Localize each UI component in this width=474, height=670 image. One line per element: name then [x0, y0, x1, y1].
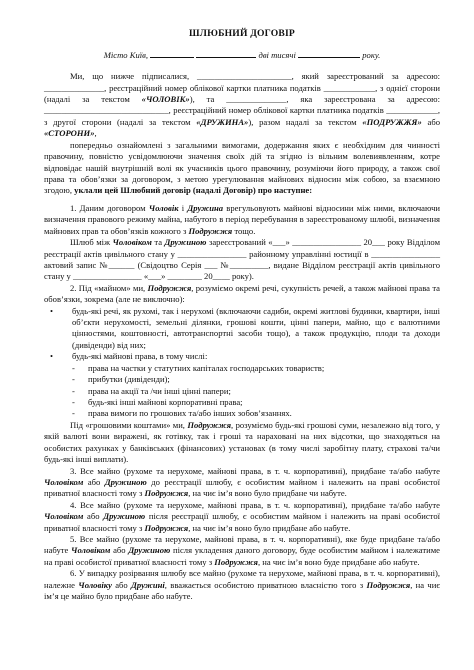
list-item: - будь-які інші майнові корпоративні права; — [72, 396, 243, 407]
wife-term: «ДРУЖИНА» — [196, 116, 249, 127]
marriage-registration: Шлюб між Чоловіком та Дружиною зареєстрований «___» ________________ 20___ року Відділом реєстрації актів цивільного стану у ________________ районному управлінні юстиції в ________________ актовий запис №______ (Свідоцтво Серія ___ №_________, видане Відділом реєстрації актів цивільного стану у ________________ «___» ________ 20____ року). — [44, 237, 441, 282]
bullet-icon: • — [50, 351, 54, 362]
dash-icon: - — [72, 408, 75, 419]
clause-3: 3. Все майно (рухоме та нерухоме, майнові права, в т. ч. корпоративні), придбане та/або набуте Чоловіком або Дружиною до реєстрації шлюбу, є особистим майном і належить на праві особистої приватної власності тому з Подружжя, на чиє ім’я воно було придбане чи набуте. — [44, 465, 440, 499]
place-year-suffix: року. — [362, 49, 381, 60]
place-and-date-line — [44, 49, 440, 61]
spouses-term: «ПОДРУЖЖЯ» — [362, 116, 422, 127]
place-city: Місто Київ, — [103, 49, 149, 60]
preamble-paragraph: попередньо ознайомлені з загальними вимогами, додержання яких є необхідним для чинності правочину, повністю усвідомлюючи значення своїх дій та згідно із вільним волевиявленням, котре відповідає нашій внутрішній волі як учасників цього правочину, розуміючи його природу, а також свої права та обов’язки за договором, з метою урегулювання майнових відносин між собою, за взаємною згодою, уклали цей Шлюбний договір (надалі Договір) про наступне: — [44, 139, 440, 196]
dash-icon: - — [72, 385, 75, 396]
clause-1: 1. Даним договором Чоловік і Дружина врегульовують майнові відносини між ними, включаючи визначення правового режиму майна, набутого в період перебування в зареєстрованому шлюбі, визначення майнових прав та обов’язків кожного з Подружжя тощо. — [44, 202, 440, 236]
property-list — [44, 306, 440, 363]
clause-4: 4. Все майно (рухоме та нерухоме, майнові права, в т. ч. корпоративні), придбане та/або набуте Чоловіком або Дружиною після реєстрації шлюбу, є особистим майном і належить на праві особистої приватної власності тому з Подружжя, на чиє ім’я воно було придбане або набуте. — [44, 499, 441, 533]
dash-icon: - — [72, 362, 75, 373]
month-blank — [196, 49, 256, 58]
list-item: • будь-які речі, як рухомі, так і нерухомі (включаючи садиби, окремі житлові будинки, квартири, інші об’єкти нерухомості, земельні ділянки, грошові кошти, цінні папери, майно, що є валютними цінностями, коштовності, автотранспортні засоби тощо), а також продукцію, плоди та доходи (дивіденди) від них; — [50, 305, 440, 350]
list-item: • будь-які майнові права, в тому числі: — [50, 351, 208, 362]
list-item: - права на акції та /чи інші цінні папери; — [72, 385, 231, 396]
document-title: ШЛЮБНИЙ ДОГОВІР — [189, 28, 295, 39]
parties-term: «СТОРОНИ» — [44, 128, 95, 139]
clause-2: 2. Під «майном» ми, Подружжя, розуміємо окремі речі, сукупність речей, а також майнові права та обов’язки, зокрема (але не виключно): — [44, 282, 440, 305]
husband-term: «ЧОЛОВІК» — [141, 94, 190, 105]
intro-paragraph: Ми, що нижче підписалися, ______________________, який зареєстрований за адресою: ______________, реєстраційний номер облікової картки платника податків ____________, з однієї сторони (надалі за текстом «ЧОЛОВІК»), та ______________, яка зареєстрована за адресою: _____________________________, реєстраційний номер облікової картки платника податків ____________, з другої сторони (надалі за текстом «ДРУЖИНА»), разом надалі за текстом «ПОДРУЖЖЯ» або «СТОРОНИ», — [44, 71, 441, 139]
year-blank — [298, 49, 360, 58]
bullet-icon: • — [50, 305, 54, 316]
list-item: - прибутки (дивіденди); — [72, 374, 170, 385]
list-item: - права вимоги по грошових та/або інших зобов’язаннях. — [72, 408, 292, 419]
husband-name-blank: ______________________ — [197, 71, 292, 82]
property-rights-list — [44, 363, 440, 420]
list-item: - права на частки у статутних капіталах господарських товариств; — [72, 362, 325, 373]
dash-icon: - — [72, 396, 75, 407]
clause-5: 5. Все майно (рухоме та нерухоме, майнові права, в т. ч. корпоративні), яке буде придбане та/або набуте Чоловіком або Дружиною після укладення даного договору, буде особистим майном і належатиме на праві особистої приватної власності тому з Подружжя, на чиє ім’я воно буде придбане або набуте. — [44, 534, 440, 567]
day-blank — [150, 49, 194, 58]
place-year: дві тисячі — [258, 49, 296, 60]
wife-name-blank: ______________ — [226, 94, 287, 105]
dash-icon: - — [72, 374, 75, 385]
money-definition: Під «грошовими коштами» ми, Подружжя, розуміємо будь-які грошові суми, незалежно від того, у якій валюті вони виражені, як готівку, так і гроші та нараховані на них відсотки, що знаходяться на особистих рахунках у банківських (фінансових) установах (в тому числі заробітну плату, страхові та/чи будь-які інші виплати). — [44, 419, 440, 465]
clause-6: 6. У випадку розірвання шлюбу все майно (рухоме та нерухоме, майнові права, в т. ч. корпоративні), належне Чоловіку або Дружині, вважається особистою приватною власністю того з Подружжя, на чиє ім’я це майно було придбане або набуте. — [44, 568, 441, 602]
